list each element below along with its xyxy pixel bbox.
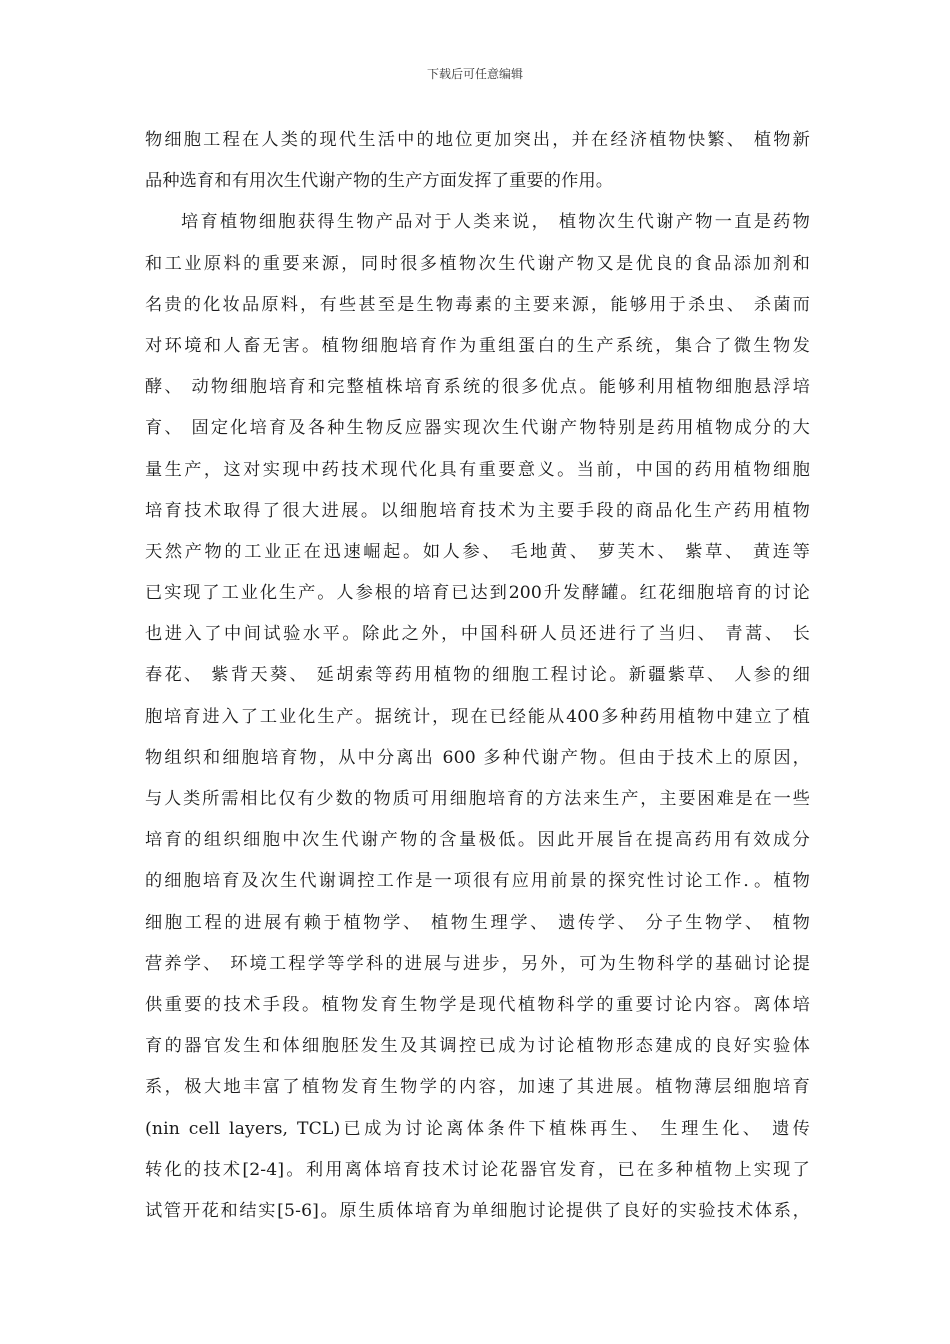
page-header: 下载后可任意编辑 xyxy=(426,67,523,81)
text-line: 胞培育进入了工业化生产。据统计，现在已经能从400多种药用植物中建立了植 xyxy=(145,706,810,727)
paragraph-1 xyxy=(145,120,810,202)
text-line: 名贵的化妆品原料，有些甚至是生物毒素的主要来源，能够用于杀虫、 杀菌而 xyxy=(145,294,810,315)
text-line: 物细胞工程在人类的现代生活中的地位更加突出，并在经济植物快繁、 植物新 xyxy=(145,130,810,150)
text-line: (nin cell layers, TCL)已成为讨论离体条件下植株再生、 生理生化、 遗传 xyxy=(145,1118,810,1139)
text-line: 育、 固定化培育及各种生物反应器实现次生代谢产物特别是药用植物成分的大 xyxy=(145,418,810,439)
text-line: 试管开花和结实[5-6]。原生质体培育为单细胞讨论提供了良好的实验技术体系， xyxy=(145,1200,810,1221)
text-line: 对环境和人畜无害。植物细胞培育作为重组蛋白的生产系统，集合了微生物发 xyxy=(145,335,810,356)
text-line: 培育技术取得了很大进展。以细胞培育技术为主要手段的商品化生产药用植物 xyxy=(145,500,810,521)
text-line: 育的器官发生和体细胞胚发生及其调控已成为讨论植物形态建成的良好实验体 xyxy=(145,1036,810,1057)
text-line: 培育的组织细胞中次生代谢产物的含量极低。因此开展旨在提高药用有效成分 xyxy=(145,830,810,851)
text-line: 春花、 紫背天葵、 延胡索等药用植物的细胞工程讨论。新疆紫草、 人参的细 xyxy=(145,665,810,686)
text-line: 和工业原料的重要来源，同时很多植物次生代谢产物又是优良的食品添加剂和 xyxy=(145,253,810,274)
text-line: 培育植物细胞获得生物产品对于人类来说， 植物次生代谢产物一直是药物 xyxy=(181,212,810,233)
text-line: 也进入了中间试验水平。除此之外，中国科研人员还进行了当归、 青蒿、 长 xyxy=(145,624,810,645)
paragraph-2 xyxy=(145,202,810,1232)
text-line: 天然产物的工业正在迅速崛起。如人参、 毛地黄、 萝芙木、 紫草、 黄连等 xyxy=(145,541,810,562)
text-line: 已实现了工业化生产。人参根的培育已达到200升发酵罐。红花细胞培育的讨论 xyxy=(145,583,810,604)
text-line: 酵、 动物细胞培育和完整植株培育系统的很多优点。能够利用植物细胞悬浮培 xyxy=(145,377,810,398)
text-line: 与人类所需相比仅有少数的物质可用细胞培育的方法来生产，主要困难是在一些 xyxy=(145,789,810,809)
text-line: 品种选育和有用次生代谢产物的生产方面发挥了重要的作用。 xyxy=(145,171,614,192)
text-line: 系，极大地丰富了植物发育生物学的内容，加速了其进展。植物薄层细胞培育 xyxy=(145,1077,810,1098)
document-body xyxy=(145,120,810,1232)
text-line: 营养学、 环境工程学等学科的进展与进步，另外，可为生物科学的基础讨论提 xyxy=(145,953,810,974)
text-line: 物组织和细胞培育物，从中分离出 600 多种代谢产物。但由于技术上的原因， xyxy=(145,747,810,768)
text-line: 细胞工程的进展有赖于植物学、 植物生理学、 遗传学、 分子生物学、 植物 xyxy=(145,912,810,933)
text-line: 的细胞培育及次生代谢调控工作是一项很有应用前景的探究性讨论工作．。植物 xyxy=(145,871,810,892)
text-line: 转化的技术[2-4]。利用离体培育技术讨论花器官发育，已在多种植物上实现了 xyxy=(145,1159,810,1180)
text-line: 供重要的技术手段。植物发育生物学是现代植物科学的重要讨论内容。离体培 xyxy=(145,994,810,1015)
text-line: 量生产，这对实现中药技术现代化具有重要意义。当前，中国的药用植物细胞 xyxy=(145,459,810,480)
